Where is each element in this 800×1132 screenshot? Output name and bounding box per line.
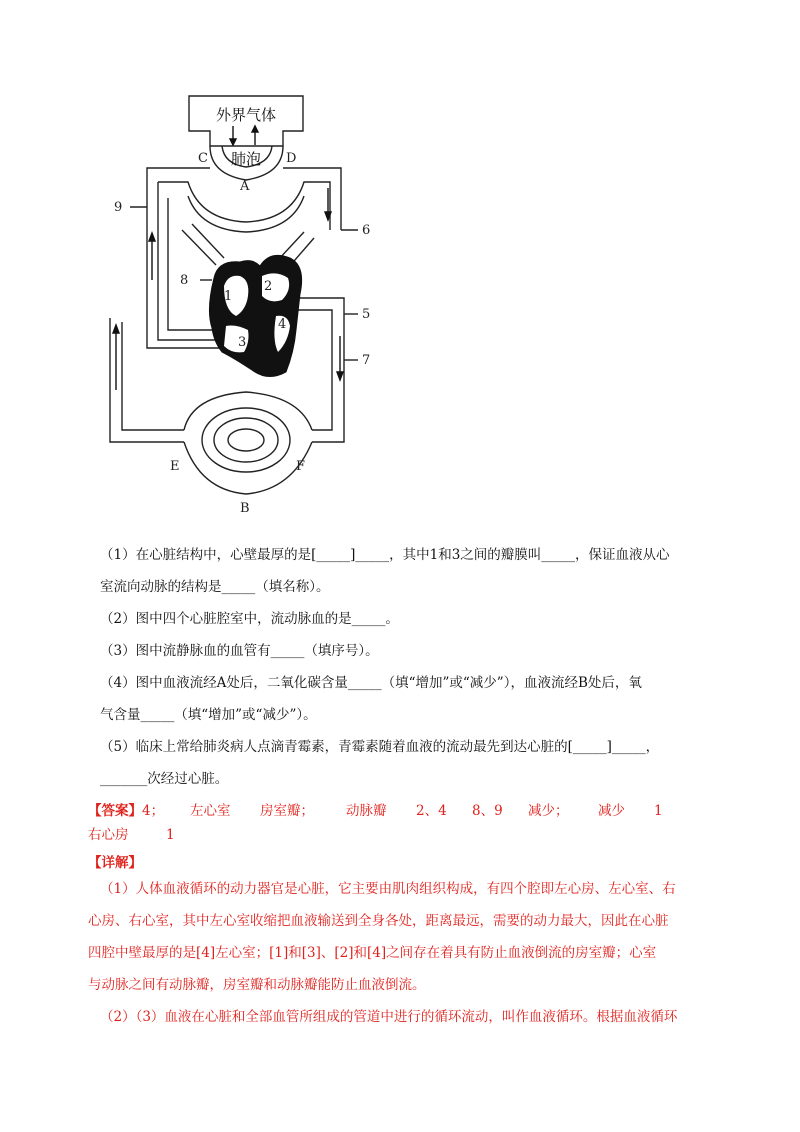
question-2: （2）图中四个心脏腔室中，流动脉血的是_____。 bbox=[100, 611, 399, 627]
circulation-diagram bbox=[100, 90, 400, 530]
detail-line: 心房、右心室，其中左心室收缩把血液输送到全身各处，距离最远，需要的动力最大，因此在心脏 bbox=[88, 913, 669, 929]
label-7: 7 bbox=[362, 353, 371, 368]
question-5b: _______次经过心脏。 bbox=[100, 771, 229, 787]
detail-line: 与动脉之间有动脉瓣，房室瓣和动脉瓣能防止血液倒流。 bbox=[88, 977, 426, 993]
question-1b: 室流向动脉的结构是_____（填名称）。 bbox=[100, 579, 330, 595]
label-a: A bbox=[240, 179, 250, 194]
label-3: 3 bbox=[238, 335, 247, 350]
label-2: 2 bbox=[264, 279, 273, 294]
answer-item: 右心房 bbox=[88, 827, 129, 843]
answer-item: 减少； bbox=[528, 803, 569, 819]
answer-item: 1 bbox=[654, 803, 663, 819]
label-4: 4 bbox=[278, 317, 287, 332]
label-f: F bbox=[296, 459, 306, 474]
label-8: 8 bbox=[180, 273, 189, 288]
detail-line: （2）（3）血液在心脏和全部血管所组成的管道中进行的循环流动，叫作血液循环。根据血液循环 bbox=[100, 1009, 678, 1025]
question-5a: （5）临床上常给肺炎病人点滴青霉素，青霉素随着血液的流动最先到达心脏的[_____]_____， bbox=[100, 739, 660, 755]
answer-item: 左心室 bbox=[190, 803, 231, 819]
label-9: 9 bbox=[114, 200, 123, 215]
air-label: 外界气体 bbox=[215, 106, 277, 124]
question-1a: （1）在心脏结构中，心壁最厚的是[_____]_____，其中1和3之间的瓣膜叫_____，保证血液从心 bbox=[100, 547, 670, 563]
detail-line: 四腔中壁最厚的是[4]左心室；[1]和[3]、[2]和[4]之间存在着具有防止血液倒流的房室瓣；心室 bbox=[88, 945, 657, 961]
answer-item: 4； bbox=[142, 803, 165, 819]
question-3: （3）图中流静脉血的血管有_____（填序号）。 bbox=[100, 643, 379, 659]
label-e: E bbox=[170, 459, 180, 474]
question-4b: 气含量_____（填“增加”或“减少”）。 bbox=[100, 707, 317, 723]
label-d: D bbox=[286, 151, 297, 166]
detail-label: 【详解】 bbox=[88, 855, 142, 871]
answer-label: 【答案】 bbox=[88, 803, 142, 819]
answer-item: 房室瓣； bbox=[260, 803, 314, 819]
body-capillaries bbox=[184, 442, 312, 494]
answer-line-2 bbox=[88, 825, 698, 845]
answer-line bbox=[88, 801, 698, 821]
label-6: 6 bbox=[362, 223, 371, 238]
detail-line: （1）人体血液循环的动力器官是心脏，它主要由肌肉组织构成，有四个腔即左心房、左心室、右 bbox=[100, 881, 676, 897]
label-c: C bbox=[198, 151, 208, 166]
alveolus-label: 肺泡 bbox=[230, 150, 262, 168]
label-1: 1 bbox=[224, 289, 233, 304]
answer-item: 2、4 bbox=[416, 803, 447, 819]
answer-item: 1 bbox=[166, 827, 175, 843]
question-4a: （4）图中血液流经A处后，二氧化碳含量_____（填“增加”或“减少”），血液流经B处后，氧 bbox=[100, 675, 642, 691]
answer-item: 动脉瓣 bbox=[346, 803, 387, 819]
heart bbox=[209, 255, 301, 376]
answer-item: 减少 bbox=[598, 803, 625, 819]
label-b: B bbox=[240, 501, 250, 516]
label-5: 5 bbox=[362, 307, 371, 322]
answer-item: 8、9 bbox=[472, 803, 503, 819]
